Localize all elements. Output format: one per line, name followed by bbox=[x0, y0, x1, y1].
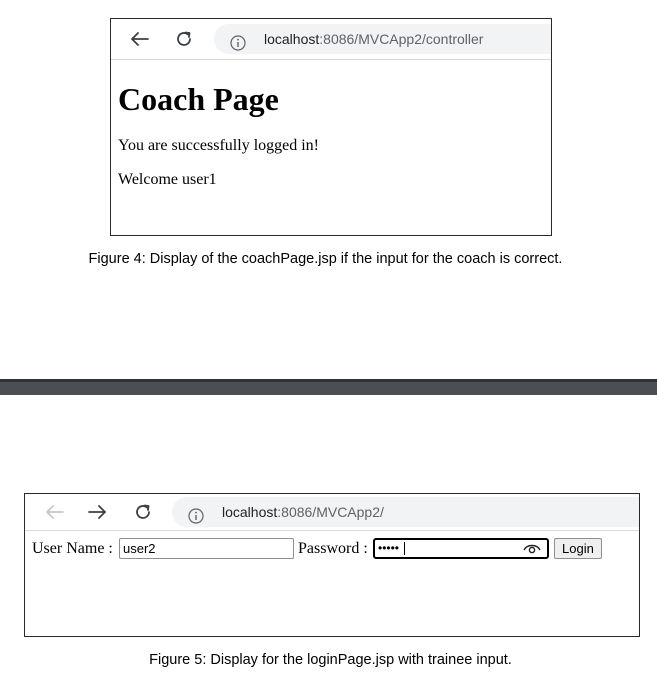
password-label: Password : bbox=[298, 540, 368, 557]
figure5-caption: Figure 5: Display for the loginPage.jsp with trainee input. bbox=[149, 652, 512, 668]
eye-icon[interactable] bbox=[523, 542, 541, 559]
reload-icon[interactable] bbox=[128, 494, 158, 530]
username-input[interactable]: user2 bbox=[119, 538, 294, 559]
forward-icon[interactable] bbox=[83, 494, 113, 530]
info-icon[interactable] bbox=[188, 504, 204, 534]
back-icon[interactable] bbox=[39, 494, 69, 530]
back-icon[interactable] bbox=[124, 19, 154, 59]
browser-toolbar bbox=[25, 494, 639, 531]
url-path: :8086/MVCApp2/controller bbox=[319, 31, 484, 47]
info-icon[interactable] bbox=[230, 31, 246, 61]
figure4-caption: Figure 4: Display of the coachPage.jsp if the input for the coach is correct. bbox=[88, 251, 563, 267]
figure4-screenshot bbox=[110, 18, 552, 236]
url-text bbox=[222, 497, 384, 527]
password-input[interactable] bbox=[373, 538, 549, 559]
password-mask: ••••• bbox=[378, 541, 400, 555]
url-path: :8086/MVCApp2/ bbox=[277, 504, 384, 520]
address-bar[interactable] bbox=[172, 497, 640, 527]
login-success-text: You are successfully logged in! bbox=[118, 137, 320, 154]
address-bar[interactable] bbox=[214, 24, 552, 54]
url-host: localhost bbox=[222, 504, 278, 520]
url-host: localhost bbox=[264, 31, 320, 47]
username-label: User Name : bbox=[32, 540, 113, 557]
url-text bbox=[264, 24, 483, 54]
text-caret bbox=[404, 542, 405, 555]
login-button[interactable]: Login bbox=[554, 538, 602, 559]
page-heading: Coach Page bbox=[118, 81, 279, 117]
browser-toolbar bbox=[111, 19, 551, 60]
page-divider bbox=[0, 379, 657, 395]
welcome-text: Welcome user1 bbox=[118, 171, 217, 188]
reload-icon[interactable] bbox=[169, 19, 199, 59]
figure5-screenshot bbox=[24, 493, 640, 637]
